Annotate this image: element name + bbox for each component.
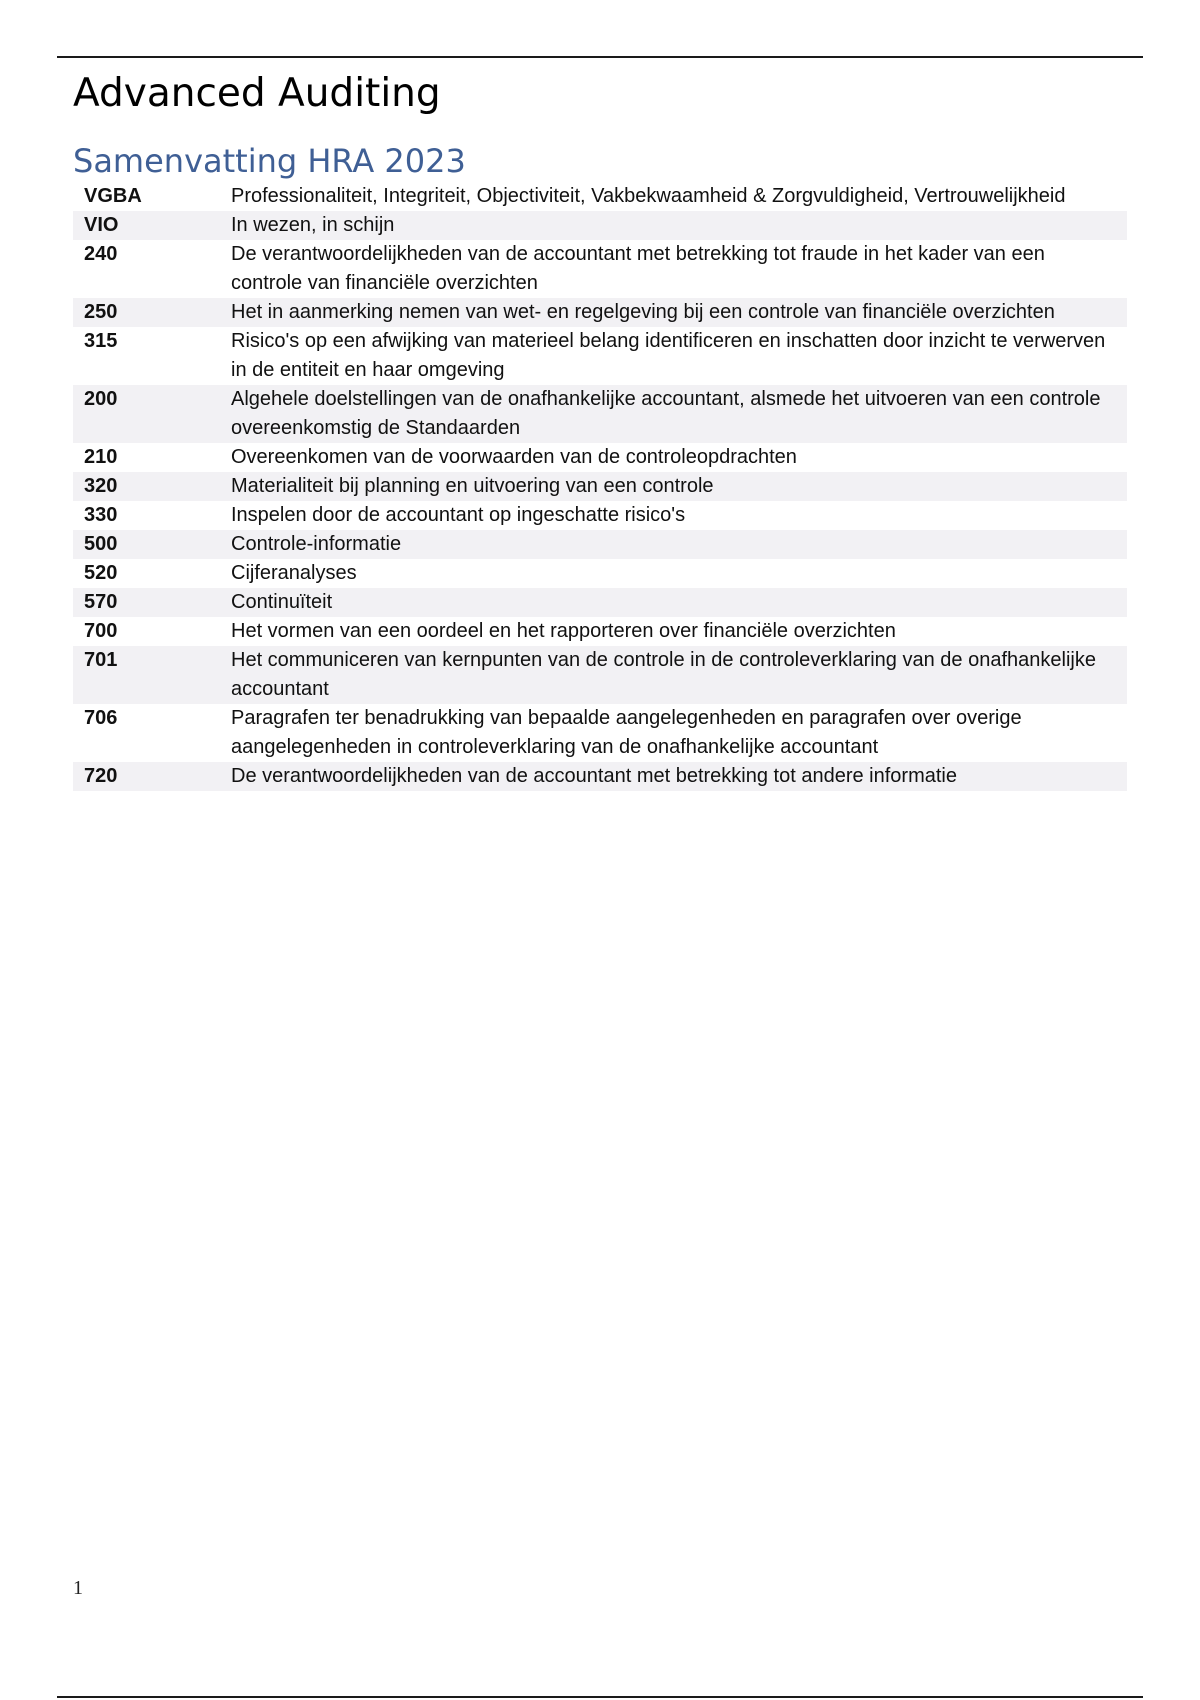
standard-code: 706 [84,707,118,729]
standard-code: 315 [84,330,118,352]
table-row [73,240,1127,298]
standard-description: Materialiteit bij planning en uitvoering van een controle [231,472,1127,501]
standard-description: De verantwoordelijkheden van de accountant met betrekking tot andere informatie [231,762,1127,791]
standard-code: 200 [73,385,231,443]
page-number: 1 [73,1577,83,1599]
standard-description: Overeenkomen van de voorwaarden van de controleopdrachten [231,446,797,468]
table-row [73,501,1127,530]
standard-code: 240 [84,243,118,265]
standard-description: In wezen, in schijn [231,211,1127,240]
standard-description: Continuïteit [231,588,1127,617]
standard-code: VIO [73,211,231,240]
table-row [73,298,1127,327]
standard-description: Het in aanmerking nemen van wet- en regelgeving bij een controle van financiële overzichten [231,298,1127,327]
standard-code: 720 [73,762,231,791]
standard-description: Professionaliteit, Integriteit, Objectiviteit, Vakbekwaamheid & Zorgvuldigheid, Vertrouwelijkheid [231,185,1066,207]
standard-description: Risico's op een afwijking van materieel belang identificeren en inschatten door inzicht te verwerven in de entiteit en haar omgeving [231,330,1106,381]
table-row [73,472,1127,501]
table-row [73,617,1127,646]
table-row [73,327,1127,385]
standard-description: Het vormen van een oordeel en het rapporteren over financiële overzichten [231,620,896,642]
standard-description: De verantwoordelijkheden van de accountant met betrekking tot fraude in het kader van een controle van financiële overzichten [231,243,1045,294]
standard-code: 701 [73,646,231,704]
standard-code: 520 [84,562,118,584]
standard-code: 500 [73,530,231,559]
standard-code: 320 [73,472,231,501]
table-row [73,182,1127,211]
standard-description: Het communiceren van kernpunten van de controle in de controleverklaring van de onafhankelijke accountant [231,646,1127,704]
standard-description: Cijferanalyses [231,562,357,584]
table-row [73,530,1127,559]
table-row [73,704,1127,762]
standard-description: Algehele doelstellingen van de onafhankelijke accountant, alsmede het uitvoeren van een controle overeenkomstig de Standaarden [231,385,1127,443]
standard-code: 700 [84,620,118,642]
footer-rule [57,1696,1143,1698]
standards-table [73,182,1127,791]
table-row [73,762,1127,791]
document-subtitle: Samenvatting HRA 2023 [73,142,466,180]
standard-code: VGBA [84,185,142,207]
table-row [73,211,1127,240]
document-title: Advanced Auditing [73,71,441,116]
standard-description: Inspelen door de accountant op ingeschatte risico's [231,504,686,526]
table-row [73,385,1127,443]
standard-code: 250 [73,298,231,327]
standard-description: Paragrafen ter benadrukking van bepaalde aangelegenheden en paragrafen over overige aangelegenheden in controleverklaring van de onafhankelijke accountant [231,707,1022,758]
header-rule [57,56,1143,58]
standard-code: 210 [84,446,118,468]
standard-description: Controle-informatie [231,530,1127,559]
table-row [73,559,1127,588]
table-row [73,646,1127,704]
table-row [73,588,1127,617]
standard-code: 330 [84,504,118,526]
table-row [73,443,1127,472]
standard-code: 570 [73,588,231,617]
